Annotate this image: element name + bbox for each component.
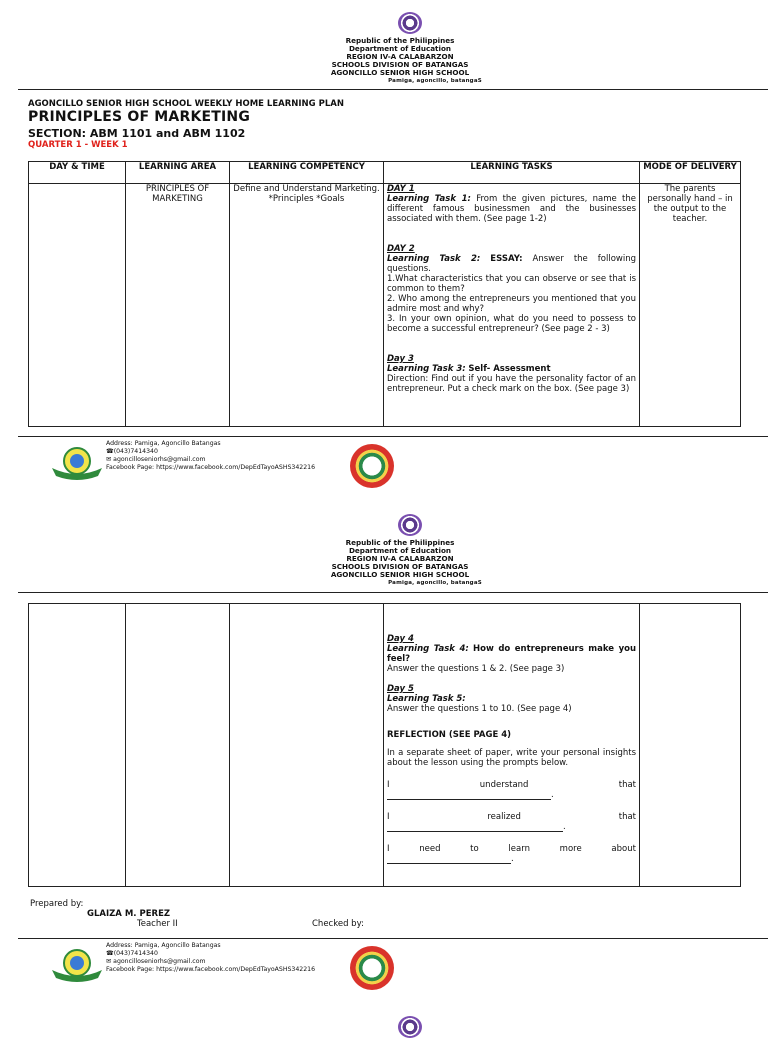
preparer-role: Teacher II <box>137 919 178 929</box>
quarter-title: QUARTER 1 - WEEK 1 <box>28 140 128 150</box>
mode-cell: The parents personally hand – in the output to the teacher. <box>640 184 741 427</box>
competency-cell <box>230 184 384 427</box>
letterhead-line: Department of Education <box>348 546 452 555</box>
header-rule <box>18 592 768 593</box>
prompt-need-learn: I need to learn more about <box>387 844 636 854</box>
col-learning-area: LEARNING AREA <box>126 162 230 184</box>
reflection-heading: REFLECTION (SEE PAGE 4) <box>387 730 512 740</box>
learning-area-cell <box>126 604 230 887</box>
day-time-cell <box>29 604 126 887</box>
task2-intro: Answer the following questions. <box>387 254 636 274</box>
task3-text: Direction: Find out if you have the personality factor of an entrepreneur. Put a check mark on the box. (See page 3) <box>387 374 636 394</box>
task5-text: Answer the questions 1 to 10. (See page 4) <box>387 704 572 714</box>
learning-area-cell: PRINCIPLES OF MARKETING <box>126 184 230 427</box>
footer-email: ✉ agoncilloseniorhs@gmail.com <box>106 456 206 463</box>
footer-address: Address: Pamiga, Agoncillo Batangas <box>106 440 221 447</box>
task4-label: Learning Task 4: <box>387 644 469 654</box>
footer-rule <box>18 938 768 939</box>
day4-label: Day 4 <box>387 634 414 644</box>
task4-text: Answer the questions 1 & 2. (See page 3) <box>387 664 565 674</box>
learning-plan-table-continued <box>28 603 741 887</box>
school-logo-icon <box>48 446 106 480</box>
letterhead-line: AGONCILLO SENIOR HIGH SCHOOL <box>330 570 470 579</box>
school-logo-icon <box>48 948 106 982</box>
prompt-understand: I understand that <box>387 780 636 790</box>
day2-label: DAY 2 <box>387 244 415 254</box>
letterhead-line: REGION IV-A CALABARZON <box>346 554 454 563</box>
task3-heading: Self- Assessment <box>468 364 551 374</box>
reflection-text: In a separate sheet of paper, write your personal insights about the lesson using the prompts below. <box>387 748 636 768</box>
letterhead-line: Department of Education <box>348 44 452 53</box>
letterhead-line: AGONCILLO SENIOR HIGH SCHOOL <box>330 68 470 77</box>
tasks-cell: Day 4 Learning Task 4: How do entrepreneurs make you feel? Answer the questions 1 & 2. (See page 3) Day 5 Learning Task 5: Answer the questions 1 to 10. (See page 4) REFLECTION (SEE PAGE 4) In a separate sheet of paper, write your personal insights about the lesson using the prompts below. I understand that . I realized that . I need to learn more about . <box>384 604 640 887</box>
task5-label: Learning Task 5: <box>387 694 466 704</box>
answer-line-1[interactable] <box>387 791 551 800</box>
letterhead-line: SCHOOLS DIVISION OF BATANGAS <box>331 60 469 69</box>
letterhead-address: Pamiga, agoncillo, batangaS <box>388 580 482 586</box>
letterhead <box>230 37 570 85</box>
task1-text: From the given pictures, name the different famous businessmen and the businesses associated with them. (See page 1-2) <box>387 194 637 224</box>
letterhead-line: Republic of the Philippines <box>345 36 455 45</box>
deped-batangas-seal-icon <box>350 444 394 488</box>
day1-label: DAY 1 <box>387 184 415 194</box>
col-mode-delivery: MODE OF DELIVERY <box>640 162 741 184</box>
day-time-cell <box>29 184 126 427</box>
col-competency: LEARNING COMPETENCY <box>230 162 384 184</box>
task3-label: Learning Task 3: <box>387 364 466 374</box>
tasks-cell <box>384 184 640 427</box>
task2-heading: ESSAY: <box>490 254 523 264</box>
footer-address: Address: Pamiga, Agoncillo Batangas <box>106 942 221 949</box>
task2-q3: 3. In your own opinion, what do you need to possess to become a successful entrepreneur? (See page 2 - 3) <box>387 314 636 334</box>
prepared-by-label: Prepared by: <box>30 899 84 909</box>
deped-seal-icon <box>396 1016 424 1038</box>
col-learning-tasks: LEARNING TASKS <box>384 162 640 184</box>
footer-rule <box>18 436 768 437</box>
competency-cell <box>230 604 384 887</box>
competency-text: Define and Understand Marketing. *Principles *Goals <box>233 184 380 204</box>
footer-phone: ☎(043)7414340 <box>106 448 158 455</box>
task1-label: Learning Task 1: <box>387 194 471 204</box>
task4-heading: How do entrepreneurs make you feel? <box>387 644 636 664</box>
task2-label: Learning Task 2: <box>387 254 481 264</box>
letterhead <box>230 539 570 587</box>
plan-title: AGONCILLO SENIOR HIGH SCHOOL WEEKLY HOME LEARNING PLAN <box>28 99 344 109</box>
footer-email: ✉ agoncilloseniorhs@gmail.com <box>106 958 206 965</box>
footer-info <box>106 942 315 974</box>
learning-plan-table <box>28 161 741 427</box>
col-day-time: DAY & TIME <box>29 162 126 184</box>
preparer-name: GLAIZA M. PEREZ <box>87 909 171 919</box>
footer-facebook: Facebook Page: https://www.facebook.com/DepEdTayoASHS342216 <box>106 966 316 973</box>
header-rule <box>18 89 768 90</box>
letterhead-line: SCHOOLS DIVISION OF BATANGAS <box>331 562 469 571</box>
task2-q2: 2. Who among the entrepreneurs you mentioned that you admire most and why? <box>387 294 636 314</box>
subject-title: PRINCIPLES OF MARKETING <box>28 109 251 125</box>
footer-phone: ☎(043)7414340 <box>106 950 158 957</box>
letterhead-address: Pamiga, agoncillo, batangaS <box>388 78 482 84</box>
deped-seal-icon <box>396 514 424 536</box>
section-title: SECTION: ABM 1101 and ABM 1102 <box>28 127 246 140</box>
deped-batangas-seal-icon <box>350 946 394 990</box>
letterhead-line: REGION IV-A CALABARZON <box>346 52 454 61</box>
day3-label: Day 3 <box>387 354 414 364</box>
footer-info <box>106 440 315 472</box>
prompt-realized: I realized that <box>387 812 636 822</box>
deped-seal-icon <box>396 12 424 34</box>
letterhead-line: Republic of the Philippines <box>345 538 455 547</box>
footer-facebook: Facebook Page: https://www.facebook.com/DepEdTayoASHS342216 <box>106 464 316 471</box>
answer-line-2[interactable] <box>387 823 563 832</box>
mode-cell <box>640 604 741 887</box>
task2-q1: 1.What characteristics that you can observe or see that is common to them? <box>387 274 636 294</box>
checked-by-label: Checked by: <box>312 919 364 929</box>
answer-line-3[interactable] <box>387 855 511 864</box>
day5-label: Day 5 <box>387 684 414 694</box>
